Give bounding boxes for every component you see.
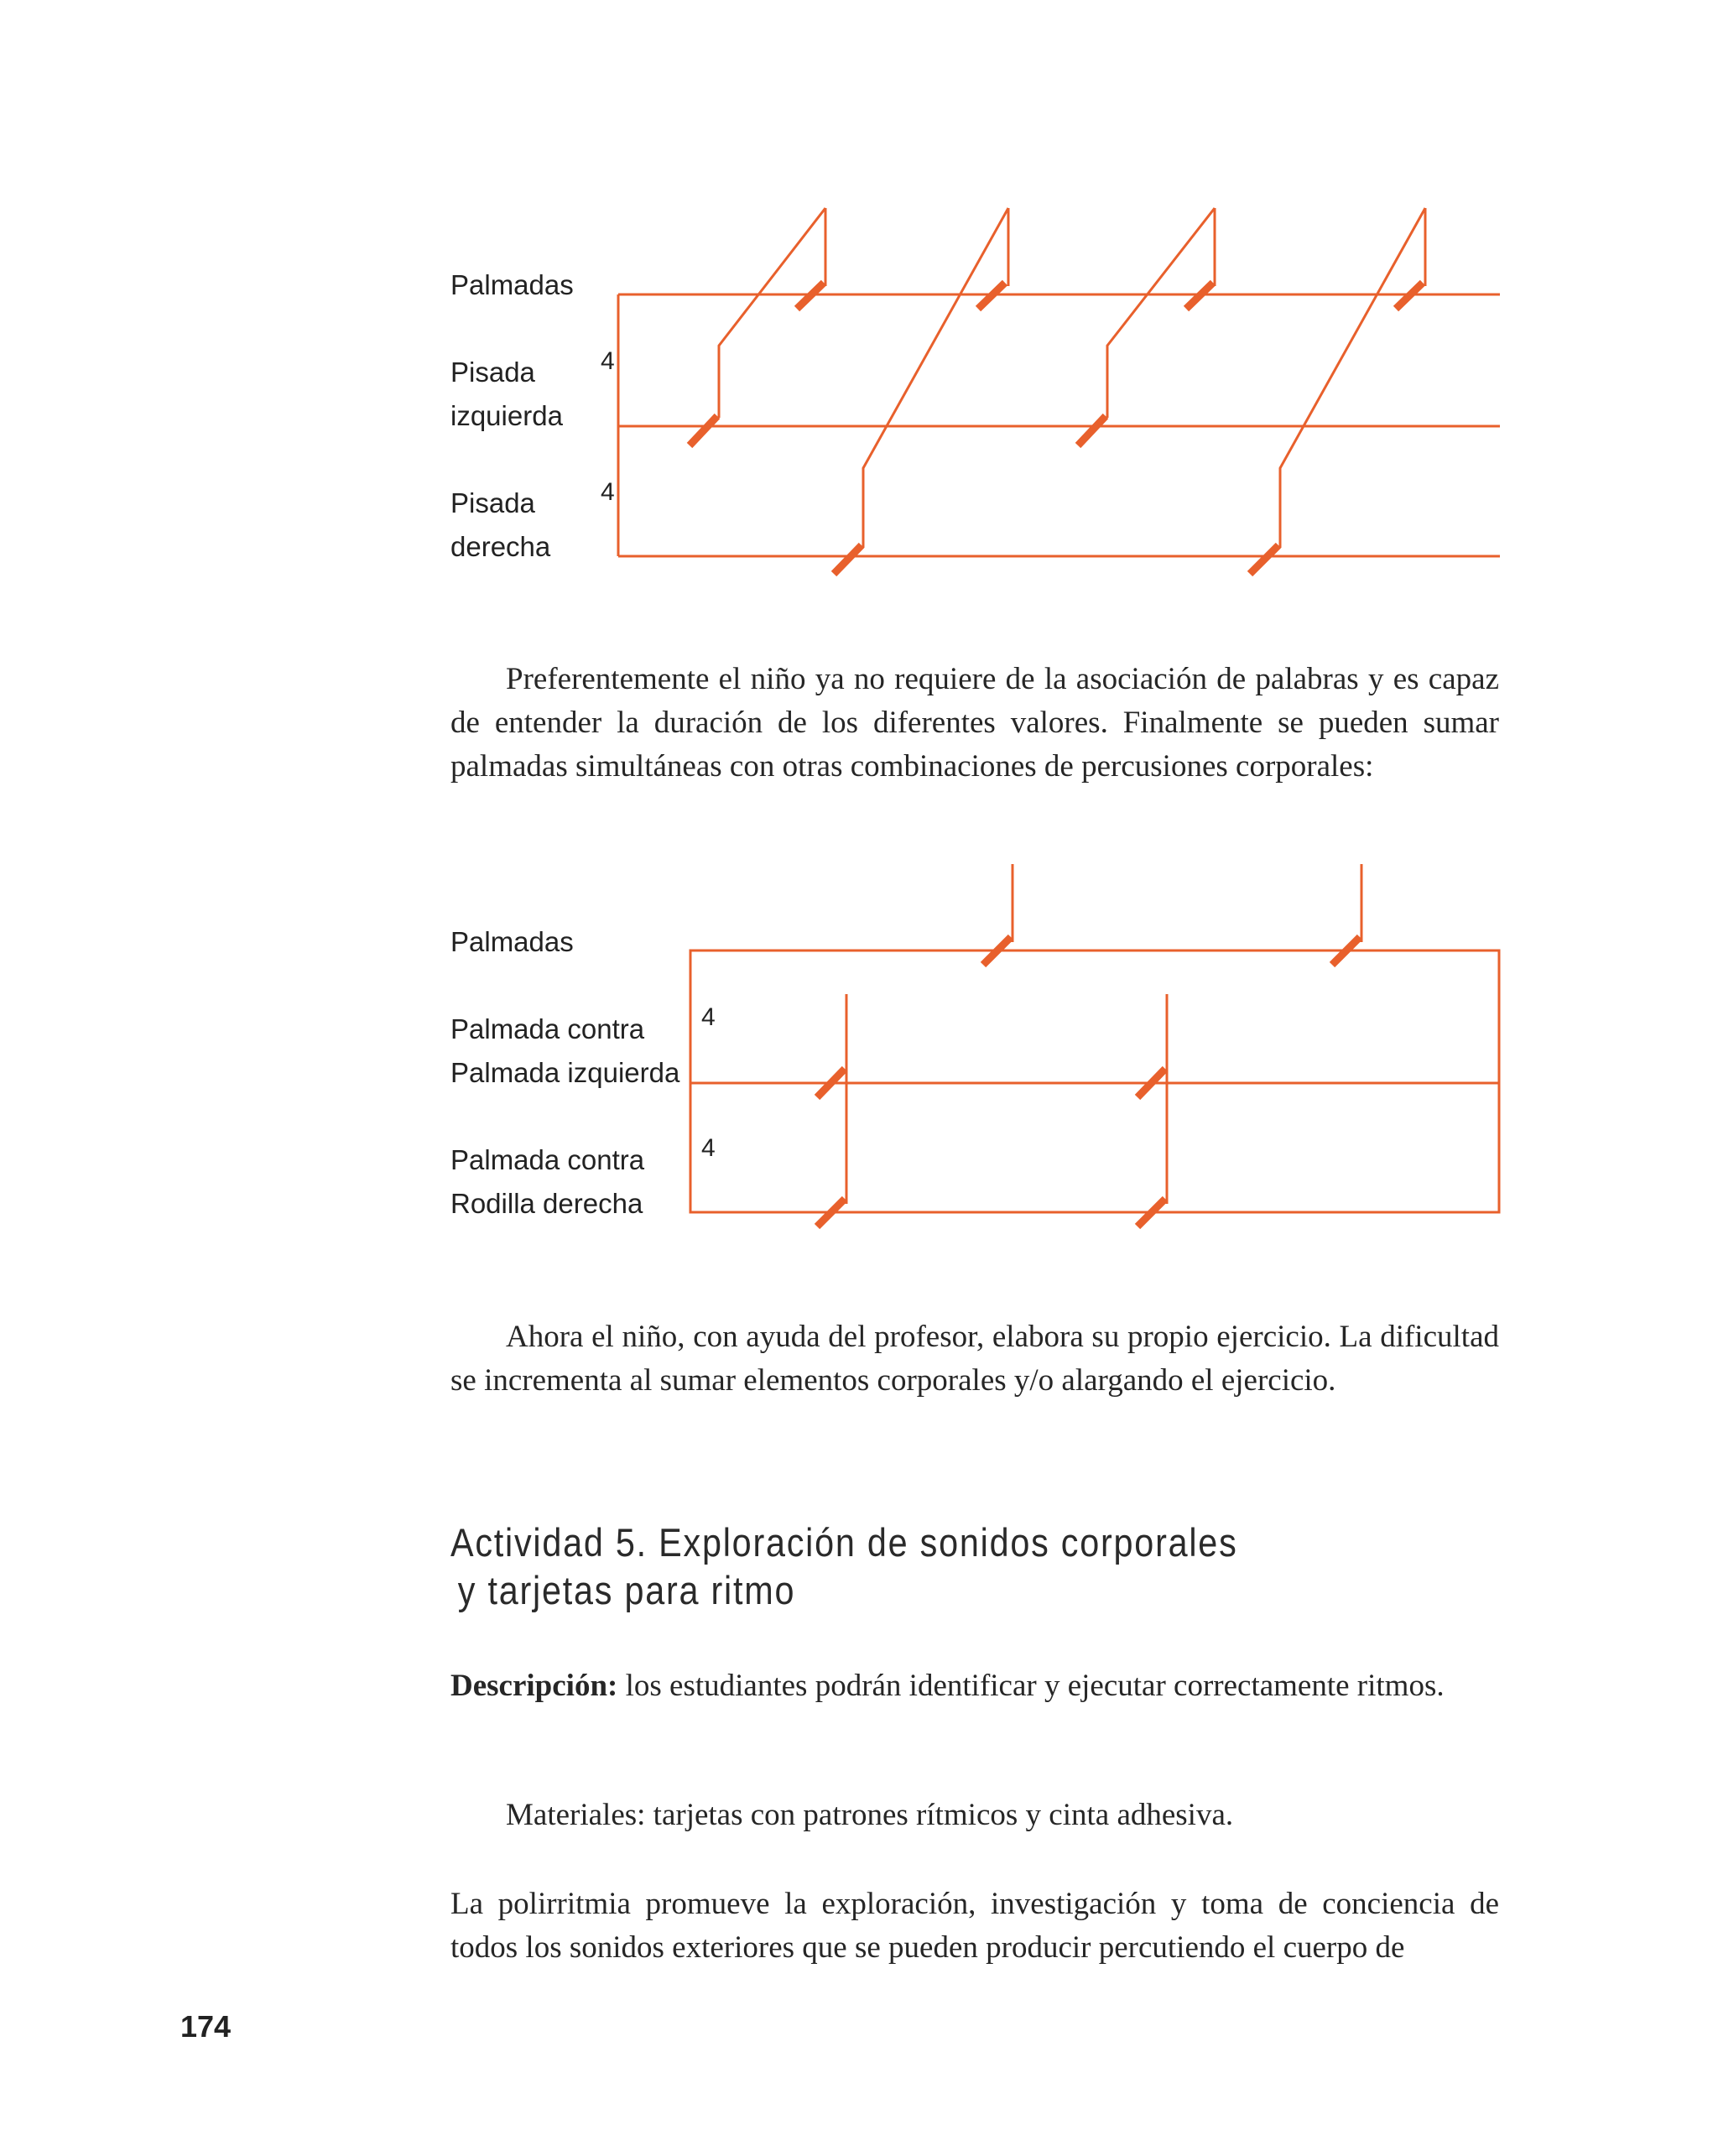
descripcion-text: los estudiantes podrán identificar y ejecutar correctamente ritmos. <box>617 1669 1445 1703</box>
note-beam <box>719 208 825 418</box>
paragraph-ahora <box>450 1315 1499 1403</box>
figure2-score <box>690 864 1499 1212</box>
time-signature: 4 <box>701 1003 716 1031</box>
label-pisada: Pisada <box>450 357 535 388</box>
note-head <box>834 545 862 574</box>
section-heading <box>450 1518 1410 1614</box>
figure1-score <box>618 208 1500 556</box>
heading-line-1: Actividad 5. Exploración de sonidos corporales <box>450 1520 1238 1565</box>
note-beam <box>863 208 1008 548</box>
label-palmada-izquierda: Palmada izquierda <box>450 1057 680 1088</box>
label-palmada-contra: Palmada contra <box>450 1013 645 1044</box>
paragraph-preferentemente <box>450 658 1499 789</box>
time-signature: 4 <box>701 1134 716 1162</box>
label-pisada: Pisada <box>450 487 535 518</box>
note-beam <box>1280 208 1425 548</box>
label-palmadas: Palmadas <box>450 269 574 300</box>
paragraph-text: Preferentemente el niño ya no requiere de la asociación de palabras y es capaz de entender la duración de los diferentes valores. Finalmente se pueden sumar palmadas simultáneas con otras combinaciones de percusiones corporales: <box>450 662 1499 784</box>
paragraph-text: Ahora el niño, con ayuda del profesor, elabora su propio ejercicio. La dificultad se incrementa al sumar elementos corporales y/o alargando el ejercicio. <box>450 1320 1499 1398</box>
page-number: 174 <box>180 2009 232 2044</box>
label-rodilla-derecha: Rodilla derecha <box>450 1188 643 1219</box>
descripcion-label: Descripción: <box>450 1669 618 1703</box>
heading-line-2: y tarjetas para ritmo <box>457 1568 796 1612</box>
label-izquierda: izquierda <box>450 400 563 431</box>
note-head <box>690 416 717 445</box>
note-head <box>1250 545 1278 574</box>
note-beam <box>1107 208 1215 418</box>
paragraph-polirritmia <box>450 1883 1499 1970</box>
label-derecha: derecha <box>450 531 551 562</box>
note-head <box>1078 416 1106 445</box>
label-palmada-contra: Palmada contra <box>450 1144 645 1175</box>
paragraph-descripcion <box>450 1664 1499 1708</box>
time-signature: 4 <box>601 347 615 375</box>
materiales-text: Materiales: tarjetas con patrones rítmicos y cinta adhesiva. <box>506 1798 1234 1832</box>
label-palmadas: Palmadas <box>450 926 574 957</box>
paragraph-text: La polirritmia promueve la exploración, investigación y toma de conciencia de todos los sonidos exteriores que se pueden producir percutiendo el cuerpo de <box>450 1887 1499 1965</box>
paragraph-materiales <box>450 1794 1499 1837</box>
staff-box <box>690 950 1499 1212</box>
figure1-note-heads <box>690 283 1423 574</box>
time-signature: 4 <box>601 478 615 506</box>
